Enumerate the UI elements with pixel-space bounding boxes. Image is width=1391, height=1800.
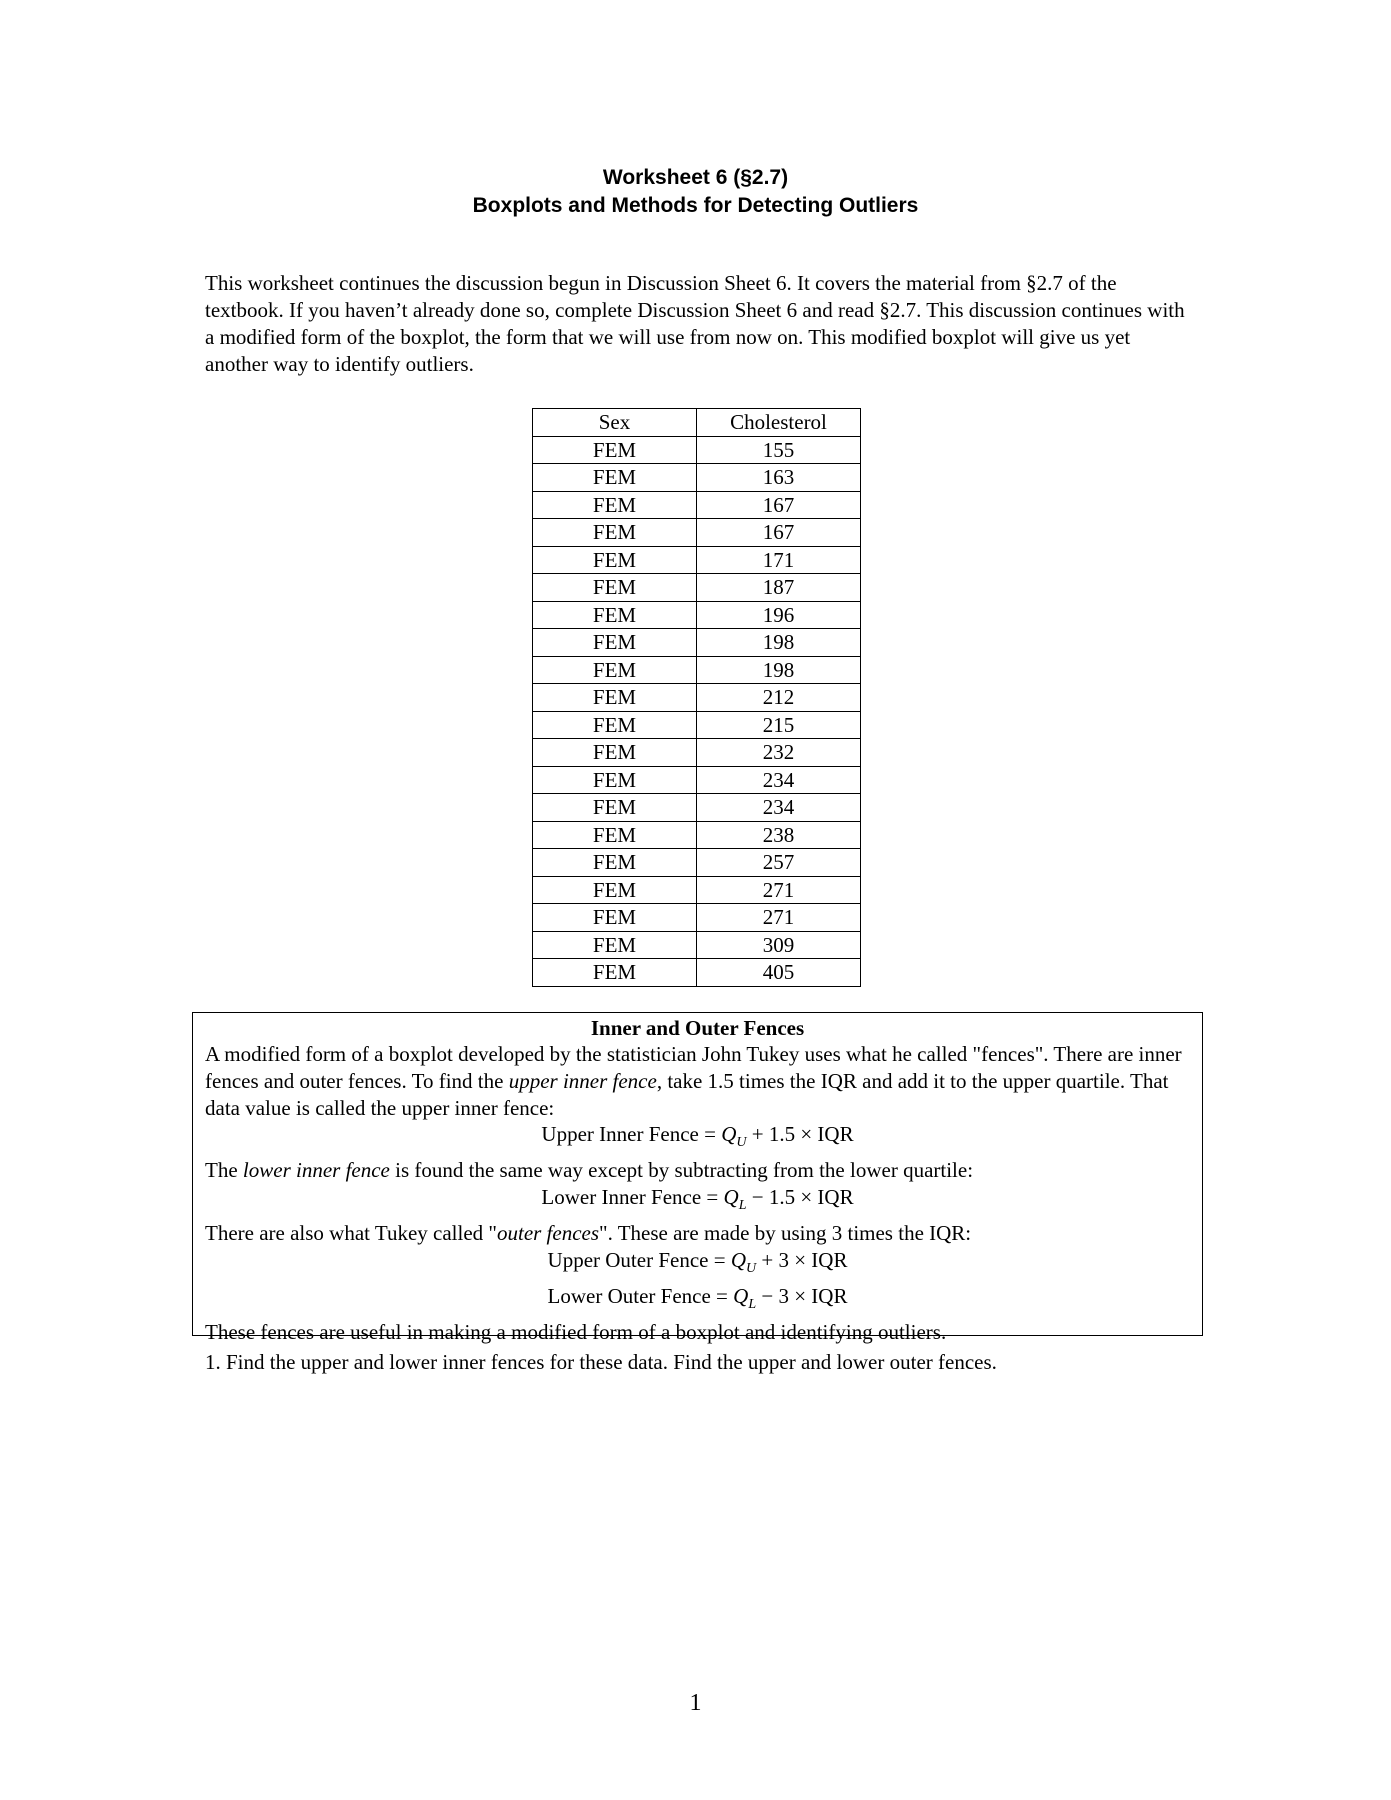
cell-sex: FEM	[533, 794, 697, 822]
cell-cholesterol: 163	[697, 464, 861, 492]
fences-info-box	[192, 1012, 1203, 1344]
cell-cholesterol: 234	[697, 794, 861, 822]
worksheet-subtitle: Boxplots and Methods for Detecting Outliers	[472, 194, 919, 217]
table-row	[533, 684, 861, 712]
table-header-row	[533, 409, 861, 437]
cell-cholesterol: 257	[697, 849, 861, 877]
table-row	[533, 519, 861, 547]
cell-cholesterol: 198	[697, 629, 861, 657]
cell-cholesterol: 271	[697, 876, 861, 904]
table-row	[533, 766, 861, 794]
table-row	[533, 656, 861, 684]
table-row	[533, 601, 861, 629]
cell-sex: FEM	[533, 601, 697, 629]
worksheet-title: Worksheet 6 (§2.7)	[602, 166, 789, 189]
cell-sex: FEM	[533, 546, 697, 574]
cell-sex: FEM	[533, 684, 697, 712]
table-row	[533, 739, 861, 767]
cell-sex: FEM	[533, 849, 697, 877]
cell-sex: FEM	[533, 739, 697, 767]
table-row	[533, 959, 861, 987]
cell-sex: FEM	[533, 491, 697, 519]
box-paragraph-1: A modified form of a boxplot developed by the statistician John Tukey uses what he called "fences". There are inner fences and outer fences. To find the upper inner fence, take 1.5 times the IQR and add it to the upper quartile. That data value is called the upper inner fence:	[205, 1042, 1182, 1120]
cell-cholesterol: 309	[697, 931, 861, 959]
header-cholesterol: Cholesterol	[697, 409, 861, 437]
cell-cholesterol: 198	[697, 656, 861, 684]
cell-cholesterol: 212	[697, 684, 861, 712]
cell-cholesterol: 238	[697, 821, 861, 849]
cell-sex: FEM	[533, 574, 697, 602]
formula-lower-outer: Lower Outer Fence = $Q_L - 3$ × IQR	[547, 1283, 848, 1313]
cell-sex: FEM	[533, 711, 697, 739]
cell-cholesterol: 234	[697, 766, 861, 794]
cell-cholesterol: 171	[697, 546, 861, 574]
formula-upper-outer: Upper Outer Fence = $Q_U + 3$ × IQR	[547, 1247, 848, 1277]
cell-cholesterol: 187	[697, 574, 861, 602]
cell-cholesterol: 215	[697, 711, 861, 739]
box-heading: Inner and Outer Fences	[590, 1016, 805, 1040]
question-1: 1. Find the upper and lower inner fences for these data. Find the upper and lower outer fences.	[205, 1350, 997, 1374]
table-row	[533, 711, 861, 739]
table-row	[533, 464, 861, 492]
table-row	[533, 629, 861, 657]
intro-paragraph: This worksheet continues the discussion begun in Discussion Sheet 6. It covers the material from §2.7 of the textbook. If you haven’t already done so, complete Discussion Sheet 6 and read §2.7. This discussion continues with a modified form of the boxplot, the form that we will use from now on. This modified boxplot will give us yet another way to identify outliers.	[205, 271, 1185, 376]
table-row	[533, 546, 861, 574]
cell-cholesterol: 167	[697, 491, 861, 519]
cell-sex: FEM	[533, 931, 697, 959]
formula-upper-inner: Upper Inner Fence = $Q_U + 1.5$ × IQR	[541, 1122, 854, 1151]
cholesterol-table	[532, 408, 861, 987]
cell-sex: FEM	[533, 656, 697, 684]
cell-sex: FEM	[533, 766, 697, 794]
cell-sex: FEM	[533, 464, 697, 492]
cell-sex: FEM	[533, 436, 697, 464]
cell-cholesterol: 155	[697, 436, 861, 464]
table-row	[533, 491, 861, 519]
table-row	[533, 876, 861, 904]
table-row	[533, 794, 861, 822]
table-row	[533, 821, 861, 849]
cell-cholesterol: 232	[697, 739, 861, 767]
cell-sex: FEM	[533, 876, 697, 904]
header-sex: Sex	[533, 409, 697, 437]
page-number: 1	[689, 1690, 702, 1716]
cell-sex: FEM	[533, 904, 697, 932]
table-row	[533, 849, 861, 877]
box-paragraph-4: These fences are useful in making a modified form of a boxplot and identifying outliers.	[205, 1319, 947, 1344]
cell-sex: FEM	[533, 629, 697, 657]
cell-sex: FEM	[533, 519, 697, 547]
cell-cholesterol: 271	[697, 904, 861, 932]
table-row	[533, 931, 861, 959]
cell-cholesterol: 405	[697, 959, 861, 987]
cell-cholesterol: 196	[697, 601, 861, 629]
cell-cholesterol: 167	[697, 519, 861, 547]
cell-sex: FEM	[533, 959, 697, 987]
box-paragraph-3: There are also what Tukey called "outer fences". These are made by using 3 times the IQR:	[205, 1221, 972, 1246]
cell-sex: FEM	[533, 821, 697, 849]
table-row	[533, 436, 861, 464]
table-row	[533, 574, 861, 602]
table-row	[533, 904, 861, 932]
formula-lower-inner: Lower Inner Fence = $Q_L - 1.5$ × IQR	[541, 1185, 854, 1214]
box-paragraph-2: The lower inner fence is found the same way except by subtracting from the lower quartile:	[205, 1158, 974, 1183]
